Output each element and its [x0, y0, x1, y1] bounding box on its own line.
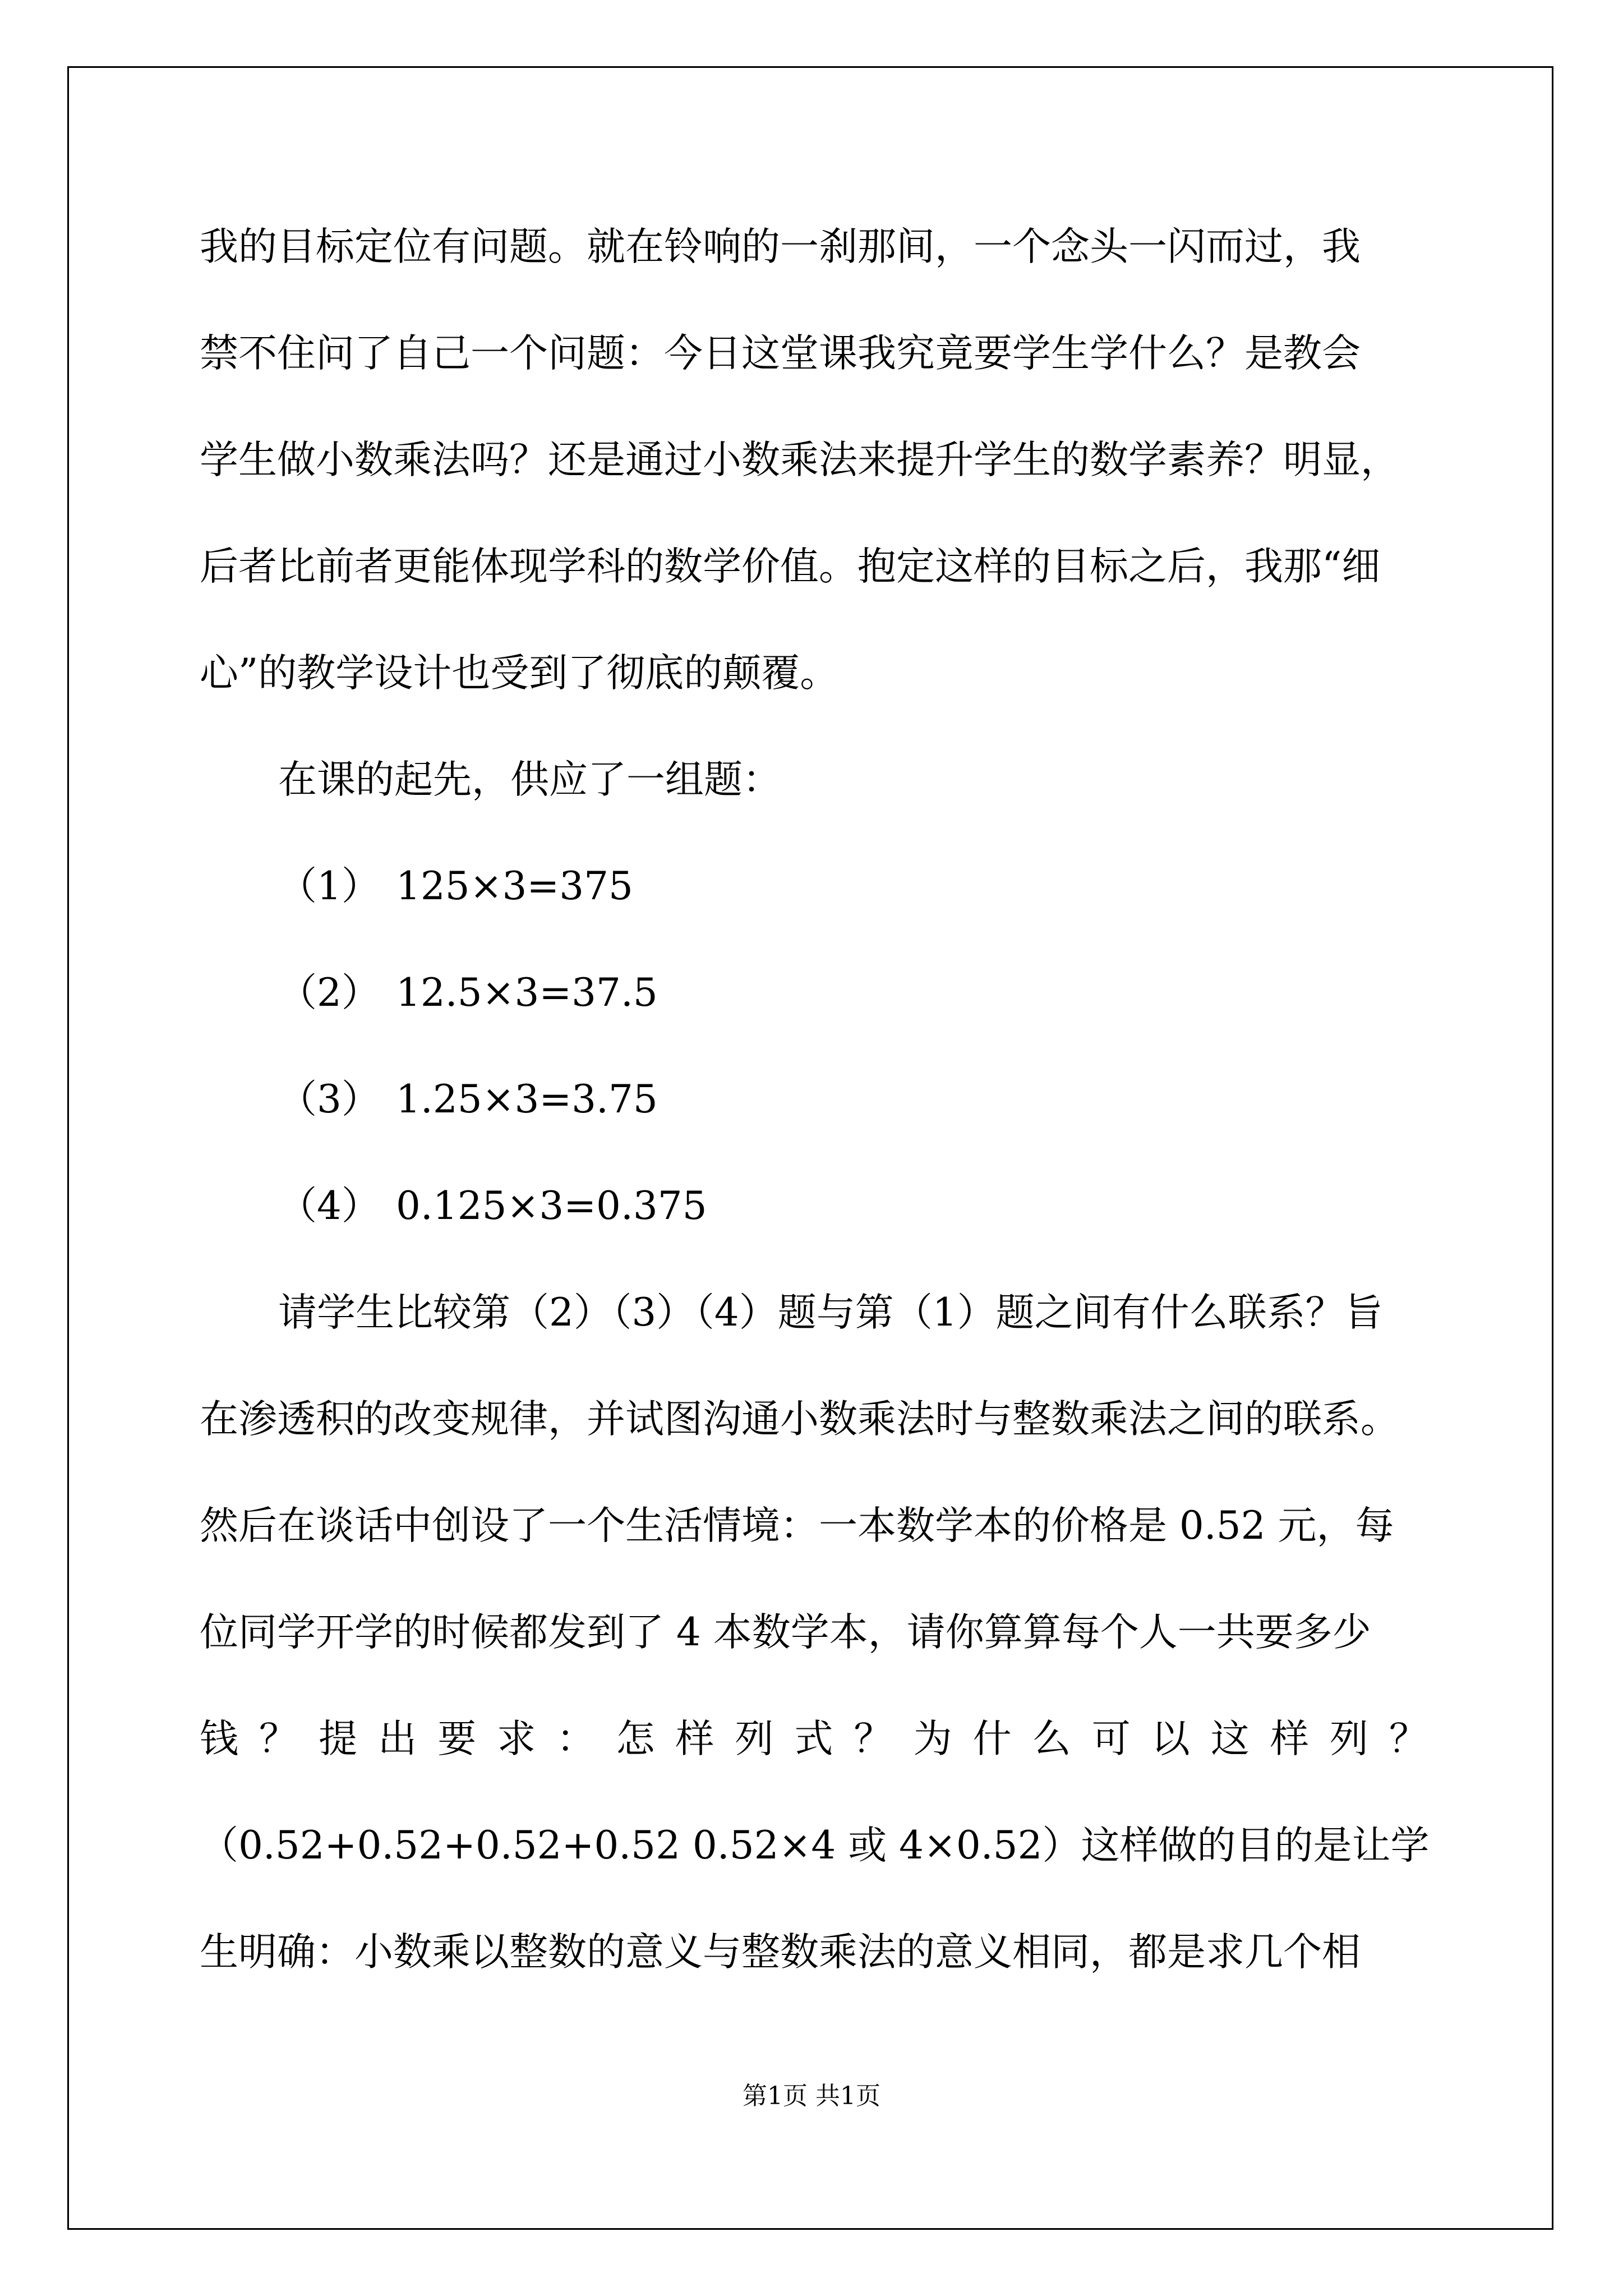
justified-char: 这	[1210, 1717, 1249, 1761]
equation-expression: 1.25×3=3.75	[396, 1077, 658, 1122]
paragraph-line: 生明确：小数乘以整数的意义与整数乘法的意义相同，都是求几个相	[200, 1930, 1361, 1975]
justified-char: 样	[1270, 1717, 1309, 1761]
justified-char: 列	[735, 1717, 774, 1761]
justified-char: 怎	[616, 1717, 655, 1761]
justified-char: 么	[1032, 1717, 1071, 1761]
equation-line	[200, 965, 1428, 1071]
paragraph-line: 后者比前者更能体现学科的数学价值。抱定这样的目标之后，我那“细	[200, 544, 1381, 589]
justified-char: 出	[378, 1717, 417, 1761]
justified-char: ？	[854, 1717, 893, 1761]
justified-char: 样	[675, 1717, 714, 1761]
justified-char: ：	[556, 1717, 596, 1761]
paragraph-line: （0.52+0.52+0.52+0.52 0.52×4 或 4×0.52）这样做的目的是让学	[200, 1823, 1430, 1868]
equation-label: （3）	[278, 1077, 380, 1122]
justified-char: 要	[437, 1717, 477, 1761]
equation-label: （2）	[278, 970, 380, 1015]
justified-paragraph-line	[200, 1711, 1428, 1818]
justified-char: ？	[259, 1717, 298, 1761]
justified-char: 为	[913, 1717, 952, 1761]
paragraph-line: 然后在谈话中创设了一个生活情境：一本数学本的价格是 0.52 元，每	[200, 1503, 1394, 1548]
equation-label: （1）	[278, 864, 380, 909]
equation-expression: 125×3=375	[396, 864, 633, 909]
paragraph-line: 位同学开学的时候都发到了 4 本数学本，请你算算每个人一共要多少	[200, 1610, 1371, 1655]
equation-expression: 12.5×3=37.5	[396, 970, 658, 1015]
page-number-footer: 第1页 共1页	[743, 2082, 880, 2110]
justified-char: 提	[319, 1717, 358, 1761]
paragraph-line: 禁不住问了自己一个问题：今日这堂课我究竟要学生学什么？是教会	[200, 331, 1361, 376]
justified-char: 式	[794, 1717, 833, 1761]
paragraph-line: 心”的教学设计也受到了彻底的颠覆。	[200, 651, 839, 696]
document-body	[200, 219, 1428, 2031]
justified-char: 列	[1329, 1717, 1368, 1761]
paragraph-line: 在课的起先，供应了一组题：	[278, 757, 781, 802]
justified-char: 钱	[200, 1717, 238, 1761]
paragraph-line: 请学生比较第（2）（3）（4）题与第（1）题之间有什么联系？旨	[278, 1290, 1383, 1335]
justified-char: 以	[1151, 1717, 1190, 1761]
justified-char: 什	[972, 1717, 1012, 1761]
equation-expression: 0.125×3=0.375	[396, 1184, 707, 1228]
justified-char: ？	[1389, 1717, 1428, 1761]
paragraph-line: 我的目标定位有问题。就在铃响的一刹那间，一个念头一闪而过，我	[200, 224, 1361, 269]
equation-line	[200, 1071, 1428, 1178]
justified-char: 求	[497, 1717, 536, 1761]
justified-char: 可	[1091, 1717, 1131, 1761]
equation-line	[200, 1178, 1428, 1285]
paragraph-line: 在渗透积的改变规律，并试图沟通小数乘法时与整数乘法之间的联系。	[200, 1397, 1399, 1442]
paragraph-line: 学生做小数乘法吗？还是通过小数乘法来提升学生的数学素养？明显，	[200, 438, 1399, 482]
equation-line	[200, 858, 1428, 965]
equation-label: （4）	[278, 1184, 380, 1228]
